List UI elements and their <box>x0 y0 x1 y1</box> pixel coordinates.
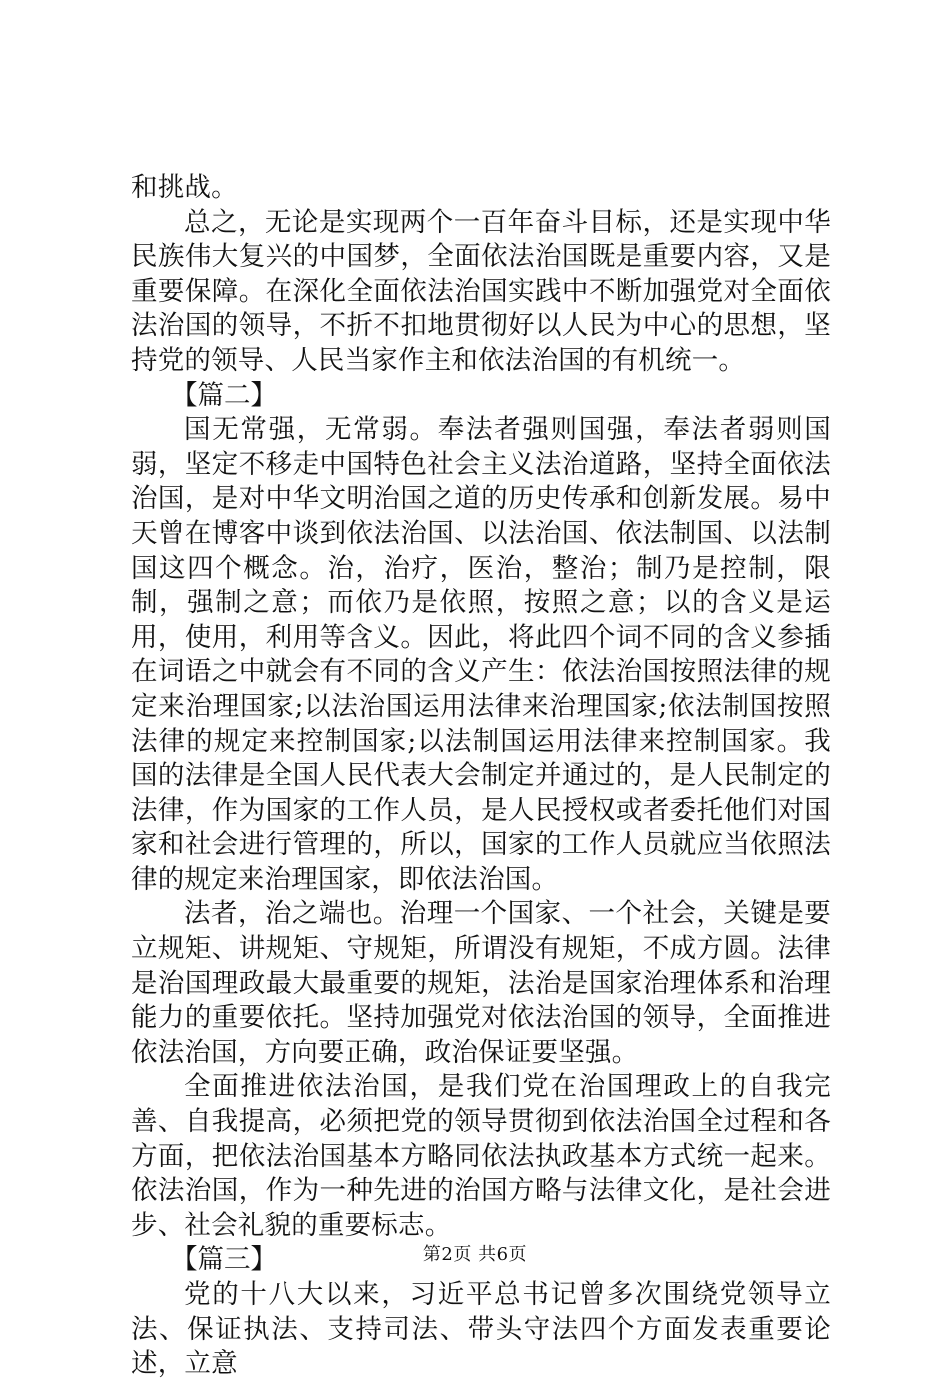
page-number-footer: 第2页 共6页 <box>422 1244 528 1265</box>
section-heading-part-two: 【篇二】 <box>171 379 277 411</box>
paragraph-summary: 总之，无论是实现两个一百年奋斗目标，还是实现中华民族伟大复兴的中国梦，全面依法治国既是重要内容，又是重要保障。在深化全面依法治国实践中不断加强党对全面依法治国的领导，不折不扣地贯彻好以人民为中心的思想，坚持党的领导、人民当家作主和依法治国的有机统一。 <box>131 206 831 376</box>
paragraph-part-two-intro: 国无常强，无常弱。奉法者强则国强，奉法者弱则国弱，坚定不移走中国特色社会主义法治道路，坚持全面依法治国，是对中华文明治国之道的历史传承和创新发展。易中天曾在博客中谈到依法治国、以法治国、依法制国、以法制国这四个概念。治，治疗，医治，整治；制乃是控制，限制，强制之意；而依乃是依照，按照之意；以的含义是运用，使用，利用等含义。因此，将此四个词不同的含义参插在词语之中就会有不同的含义产生：依法治国按照法律的规定来治理国家;以法治国运用法律来治理国家;依法制国按照法律的规定来控制国家;以法制国运用法律来控制国家。我国的法律是全国人民代表大会制定并通过的，是人民制定的法律，作为国家的工作人员，是人民授权或者委托他们对国家和社会进行管理的，所以，国家的工作人员就应当依照法律的规定来治理国家，即依法治国。 <box>131 414 831 895</box>
paragraph-continuation: 和挑战。 <box>131 172 238 203</box>
paragraph-part-three-intro: 党的十八大以来，习近平总书记曾多次围绕党领导立法、保证执法、支持司法、带头守法四个方面发表重要论述，立意 <box>131 1279 831 1380</box>
paragraph-part-two-rules: 法者，治之端也。治理一个国家、一个社会，关键是要立规矩、讲规矩、守规矩，所谓没有规矩，不成方圆。法律是治国理政最大最重要的规矩，法治是国家治理体系和治理能力的重要依托。坚持加强党对依法治国的领导，全面推进依法治国，方向要正确，政治保证要坚强。 <box>131 898 831 1068</box>
section-heading-part-three: 【篇三】 <box>171 1244 277 1276</box>
document-body <box>131 171 831 1382</box>
paragraph-part-two-advance: 全面推进依法治国，是我们党在治国理政上的自我完善、自我提高，必须把党的领导贯彻到依法治国全过程和各方面，把依法治国基本方略同依法执政基本方式统一起来。依法治国，作为一种先进的治国方略与法律文化，是社会进步、社会礼貌的重要标志。 <box>131 1071 831 1241</box>
